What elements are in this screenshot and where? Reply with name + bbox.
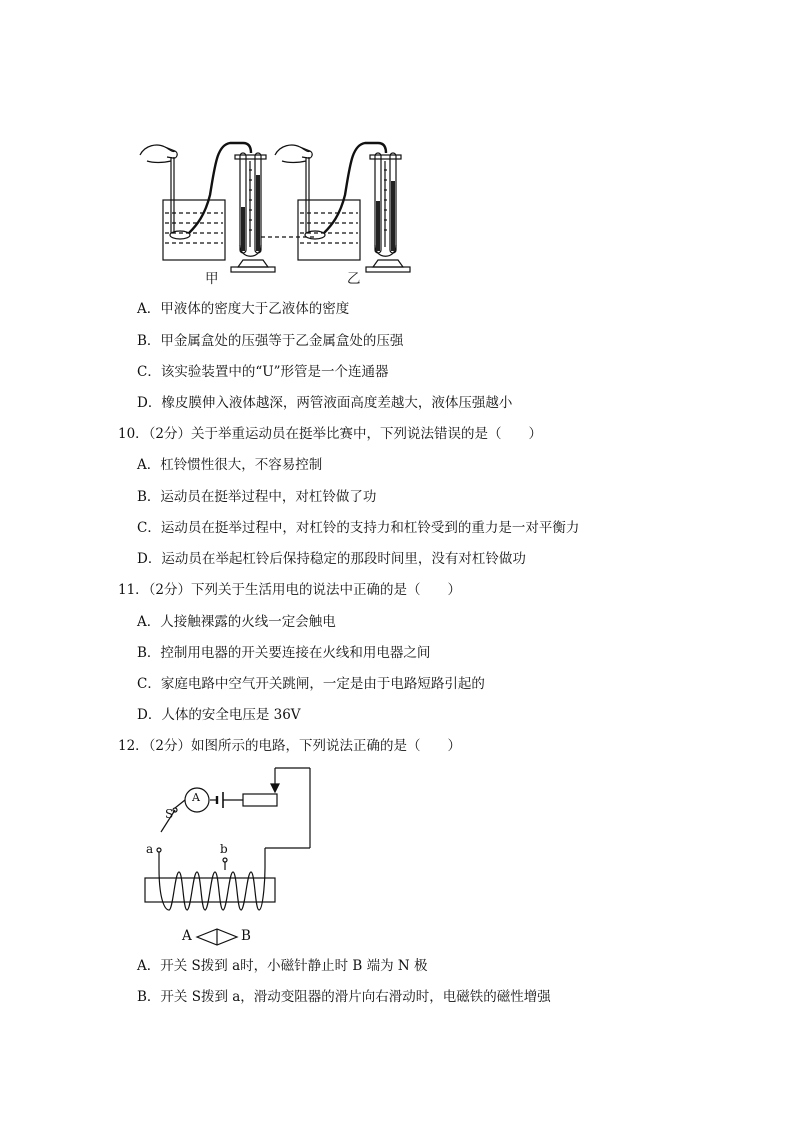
contact-a-label: a bbox=[146, 842, 154, 856]
q9-option-a: A．甲液体的密度大于乙液体的密度 bbox=[137, 301, 350, 317]
q10-option-c: C．运动员在挺举过程中，对杠铃的支持力和杠铃受到的重力是一对平衡力 bbox=[137, 520, 580, 536]
q10-option-a: A．杠铃惯性很大，不容易控制 bbox=[137, 457, 323, 473]
q12-option-a: A．开关 S拨到 a时，小磁针静止时 B 端为 N 极 bbox=[137, 958, 428, 974]
q11-option-d: D．人体的安全电压是 36V bbox=[137, 707, 301, 723]
q11-option-b: B．控制用电器的开关要连接在火线和用电器之间 bbox=[137, 645, 431, 661]
q10-option-b: B．运动员在挺举过程中，对杠铃做了功 bbox=[137, 489, 377, 505]
q11-option-a: A．人接触裸露的火线一定会触电 bbox=[137, 614, 336, 630]
ammeter-label: A bbox=[192, 791, 200, 804]
needle-end-b-label: B bbox=[241, 928, 251, 944]
q12-option-b: B．开关 S拨到 a，滑动变阻器的滑片向右滑动时，电磁铁的磁性增强 bbox=[137, 989, 551, 1005]
figure-label-jia: 甲 bbox=[205, 271, 219, 287]
q9-option-c: C．该实验装置中的“U”形管是一个连通器 bbox=[137, 364, 389, 380]
figure-label-yi: 乙 bbox=[347, 271, 361, 287]
electromagnet-circuit-figure bbox=[135, 760, 335, 955]
q9-option-b: B．甲金属盒处的压强等于乙金属盒处的压强 bbox=[137, 333, 404, 349]
q11-stem: 11．（2分）下列关于生活用电的说法中正确的是（ ） bbox=[118, 582, 462, 598]
q10-stem: 10．（2分）关于举重运动员在挺举比赛中，下列说法错误的是（ ） bbox=[118, 426, 543, 442]
needle-end-a-label: A bbox=[182, 928, 192, 944]
q12-stem: 12．（2分）如图所示的电路，下列说法正确的是（ ） bbox=[118, 738, 462, 754]
q11-option-c: C．家庭电路中空气开关跳闸，一定是由于电路短路引起的 bbox=[137, 676, 485, 692]
q10-option-d: D．运动员在举起杠铃后保持稳定的那段时间里，没有对杠铃做功 bbox=[137, 551, 526, 567]
switch-label: S bbox=[165, 807, 174, 821]
q9-option-d: D．橡皮膜伸入液体越深，两管液面高度差越大，液体压强越小 bbox=[137, 395, 513, 411]
pressure-apparatus-figure bbox=[135, 135, 425, 290]
contact-b-label: b bbox=[220, 842, 228, 856]
